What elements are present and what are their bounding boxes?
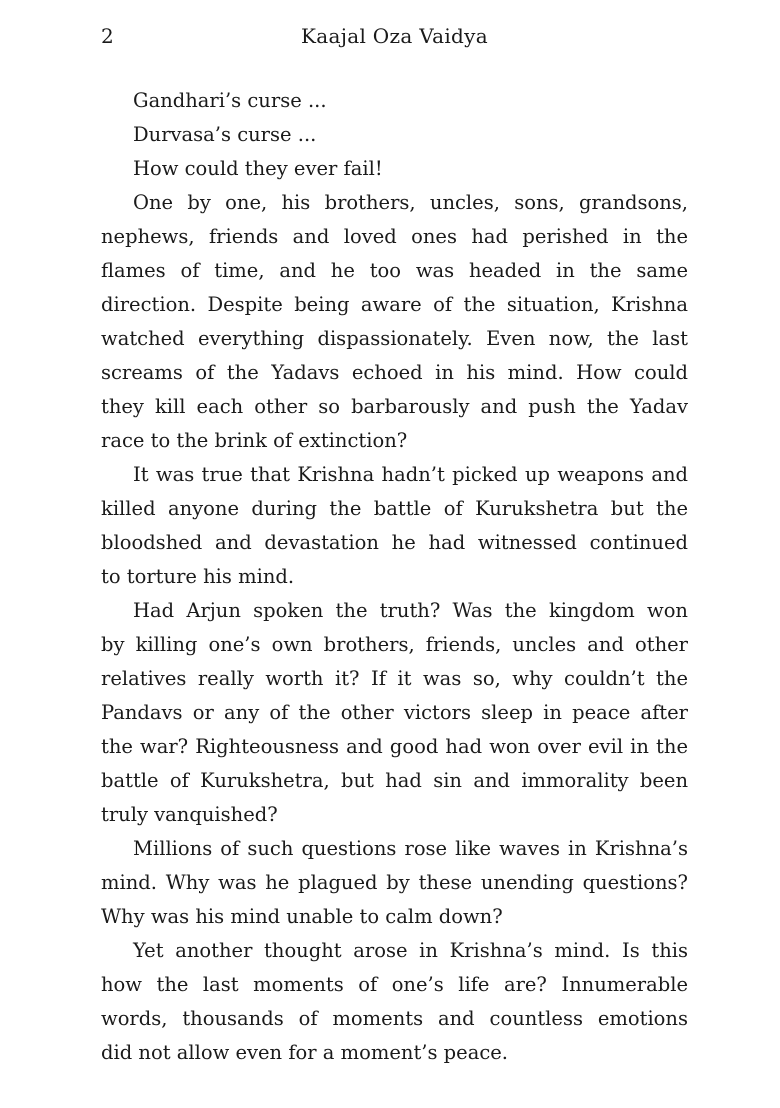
text-line: Had Arjun spoken the truth? Was the kingdom won	[133, 599, 688, 622]
paragraph	[101, 84, 688, 118]
text-line: One by one, his brothers, uncles, sons, grandsons,	[133, 191, 688, 214]
paragraph	[101, 186, 688, 458]
page-body	[101, 84, 688, 1070]
text-line: Yet another thought arose in Krishna’s mind. Is this	[133, 939, 688, 962]
text-line: relatives really worth it? If it was so, why couldn’t the	[101, 667, 688, 690]
text-line: words, thousands of moments and countless emotions	[101, 1007, 688, 1030]
text-line: to torture his mind.	[101, 565, 295, 588]
text-line: watched everything dispassionately. Even now, the last	[101, 327, 688, 350]
text-line: screams of the Yadavs echoed in his mind. How could	[101, 361, 688, 384]
paragraph	[101, 118, 688, 152]
running-title: Kaajal Oza Vaidya	[301, 24, 488, 48]
paragraph	[101, 934, 688, 1070]
text-line: did not allow even for a moment’s peace.	[101, 1041, 508, 1064]
page-header	[101, 24, 688, 58]
text-line: Millions of such questions rose like waves in Krishna’s	[133, 837, 688, 860]
text-line: Why was his mind unable to calm down?	[101, 905, 503, 928]
text-line: Pandavs or any of the other victors sleep in peace after	[101, 701, 688, 724]
text-line: killed anyone during the battle of Kurukshetra but the	[101, 497, 688, 520]
text-line: flames of time, and he too was headed in the same	[101, 259, 688, 282]
text-line: Durvasa’s curse ...	[133, 123, 317, 146]
paragraph	[101, 458, 688, 594]
text-line: It was true that Krishna hadn’t picked up weapons and	[133, 463, 688, 486]
text-line: bloodshed and devastation he had witnessed continued	[101, 531, 688, 554]
text-line: how the last moments of one’s life are? Innumerable	[101, 973, 688, 996]
text-line: truly vanquished?	[101, 803, 278, 826]
text-line: by killing one’s own brothers, friends, uncles and other	[101, 633, 688, 656]
text-line: direction. Despite being aware of the situation, Krishna	[101, 293, 688, 316]
text-line: they kill each other so barbarously and push the Yadav	[101, 395, 688, 418]
paragraph	[101, 594, 688, 832]
text-line: mind. Why was he plagued by these unending questions?	[101, 871, 688, 894]
page-number: 2	[101, 24, 114, 48]
paragraph	[101, 152, 688, 186]
text-line: Gandhari’s curse ...	[133, 89, 327, 112]
text-line: How could they ever fail!	[133, 157, 383, 180]
text-line: nephews, friends and loved ones had perished in the	[101, 225, 688, 248]
text-line: battle of Kurukshetra, but had sin and immorality been	[101, 769, 688, 792]
text-line: race to the brink of extinction?	[101, 429, 408, 452]
text-line: the war? Righteousness and good had won over evil in the	[101, 735, 688, 758]
paragraph	[101, 832, 688, 934]
